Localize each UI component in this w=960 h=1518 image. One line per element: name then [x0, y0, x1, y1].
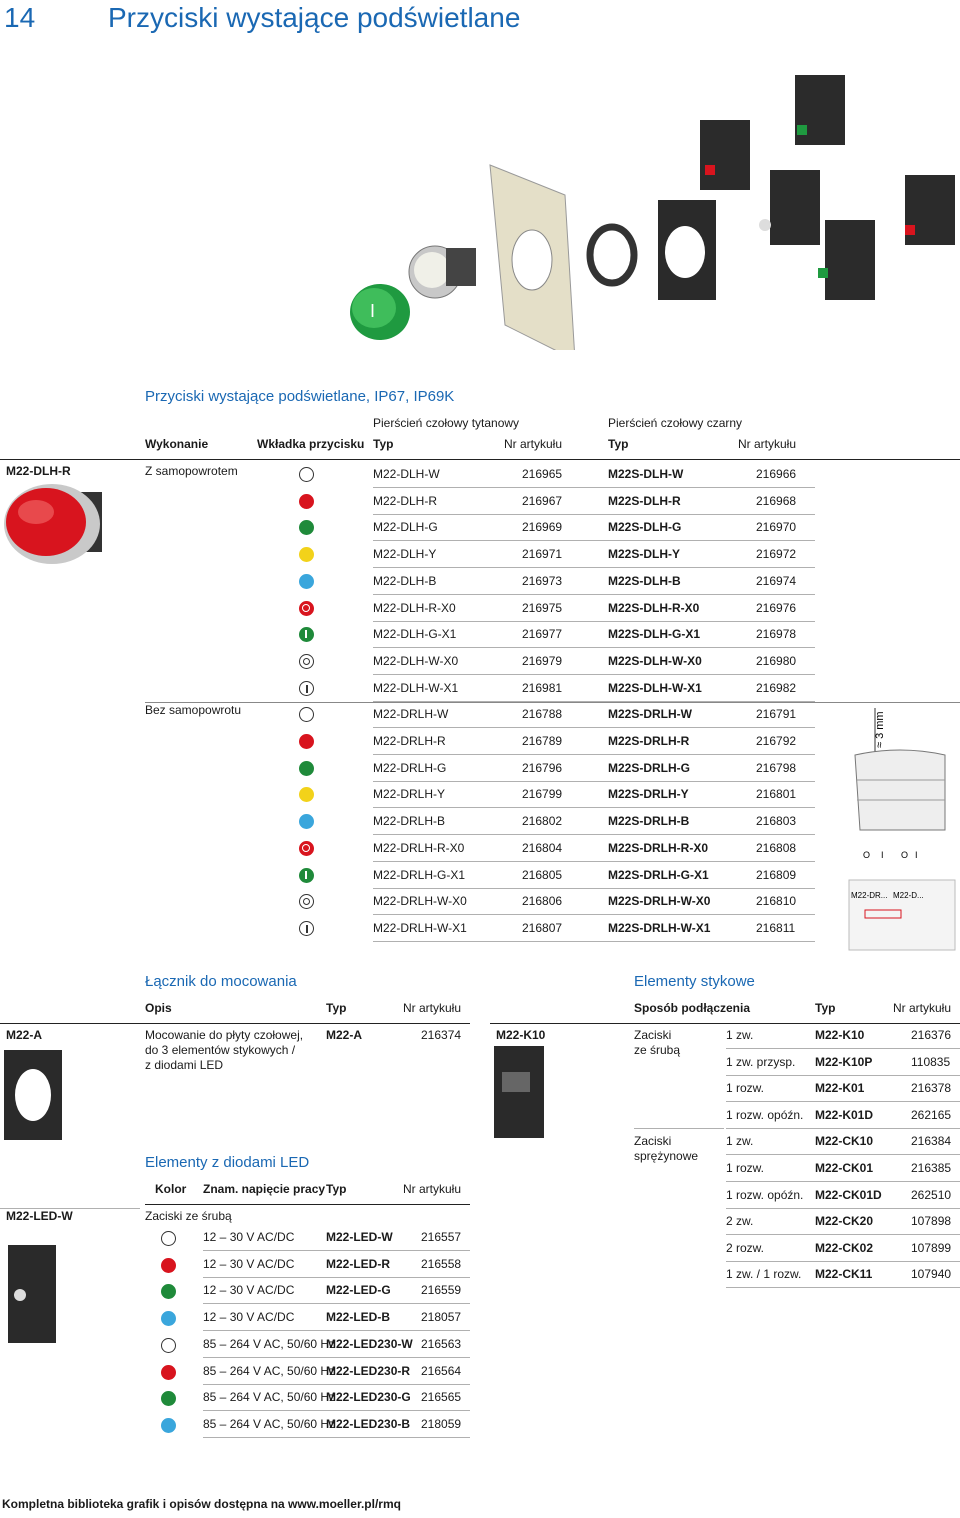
white-o-insert-icon — [299, 894, 314, 909]
red-insert-icon — [299, 494, 314, 509]
typ-titan-cell: M22-DRLH-W-X1 — [373, 920, 467, 935]
exploded-assembly-illustration — [340, 70, 960, 350]
contact-typ-cell: M22-CK20 — [815, 1214, 874, 1229]
contact-typ-cell: M22-K10P — [815, 1054, 873, 1069]
nr-black-cell: 216972 — [756, 547, 797, 562]
mount-description: Mocowanie do płyty czołowej, do 3 elementów stykowych / z diodami LED — [145, 1028, 304, 1072]
contact-header-typ: Typ — [815, 1001, 836, 1015]
contact-nr-cell: 262510 — [911, 1187, 952, 1202]
contact-nr-cell: 107898 — [911, 1214, 952, 1229]
lens-ring-image — [409, 246, 476, 298]
led-nr-cell: 216563 — [421, 1336, 462, 1351]
typ-titan-cell: M22-DRLH-G — [373, 760, 447, 775]
nr-titan-cell: 216967 — [522, 493, 563, 508]
nr-black-cell: 216798 — [756, 760, 797, 775]
nr-titan-cell: 216806 — [522, 894, 563, 909]
dimension-label: ≈ 3 mm — [874, 711, 886, 748]
contact-product-label: M22-K10 — [496, 1028, 546, 1042]
contact-nr-cell: 110835 — [911, 1054, 951, 1069]
front-plate-image — [490, 165, 575, 350]
contact-config-cell: 1 zw. — [726, 1134, 754, 1149]
led-group-label: Zaciski ze śrubą — [145, 1209, 232, 1223]
blue-insert-icon — [299, 814, 314, 829]
led-voltage-cell: 85 – 264 V AC, 50/60 Hz — [203, 1336, 336, 1351]
typ-titan-cell: M22-DLH-W-X0 — [373, 653, 459, 668]
typ-titan-cell: M22-DRLH-Y — [373, 787, 446, 802]
svg-text:I: I — [370, 301, 376, 321]
nr-titan-cell: 216805 — [522, 867, 563, 882]
nr-black-cell: 216808 — [756, 840, 797, 855]
typ-titan-cell: M22-DLH-G-X1 — [373, 627, 457, 642]
led-element-photo — [2, 1240, 62, 1350]
contact-block-photo — [490, 1042, 550, 1142]
yellow-insert-icon — [299, 547, 314, 562]
nr-black-cell: 216968 — [756, 493, 797, 508]
nr-black-cell: 216974 — [756, 573, 797, 588]
nr-black-cell: 216970 — [756, 520, 797, 535]
contact-config-cell: 1 zw. przysp. — [726, 1054, 796, 1069]
yellow-insert-icon — [299, 787, 314, 802]
typ-black-cell: M22S-DLH-W — [608, 467, 684, 481]
nr-black-cell: 216792 — [756, 734, 797, 748]
led-section-title: Elementy z diodami LED — [145, 1154, 310, 1171]
header-wykonanie: Wykonanie — [145, 437, 209, 451]
nr-black-cell: 216978 — [756, 627, 797, 642]
switch-m2: M22-D... — [893, 891, 924, 900]
typ-black-cell: M22S-DLH-W-X1 — [608, 680, 702, 695]
typ-black-cell: M22S-DLH-Y — [608, 547, 681, 562]
switch-i2: I — [915, 850, 918, 860]
led-header-kolor: Kolor — [155, 1182, 187, 1196]
blue-insert-icon — [161, 1418, 176, 1433]
header-typ-black: Typ — [608, 437, 629, 451]
contact-nr-cell: 262165 — [911, 1107, 952, 1122]
typ-black-cell: M22S-DLH-B — [608, 573, 681, 588]
contact-nr-cell: 216384 — [911, 1134, 952, 1149]
contact-nr-cell: 216376 — [911, 1028, 952, 1042]
green-button-cap-image — [350, 284, 410, 340]
contact-nr-cell: 107899 — [911, 1240, 952, 1255]
led-typ-cell: M22-LED-G — [326, 1283, 391, 1298]
blue-insert-icon — [299, 574, 314, 589]
led-product-label: M22-LED-W — [6, 1209, 73, 1223]
led-typ-cell: M22-LED230-R — [326, 1363, 411, 1378]
typ-black-cell: M22S-DRLH-G-X1 — [608, 867, 709, 882]
typ-black-cell: M22S-DRLH-R — [608, 734, 690, 748]
white-insert-icon — [299, 707, 314, 722]
red-o-insert-icon — [299, 601, 314, 616]
nr-titan-cell: 216788 — [522, 707, 563, 722]
mount-header-typ: Typ — [326, 1001, 347, 1015]
nr-titan-cell: 216799 — [522, 787, 563, 802]
green-insert-icon — [161, 1284, 176, 1299]
led-header-nr: Nr artykułu — [403, 1182, 462, 1196]
led-typ-cell: M22-LED-B — [326, 1310, 391, 1325]
nr-black-cell: 216791 — [756, 707, 797, 722]
header-wkladka: Wkładka przycisku — [257, 437, 365, 451]
contact-nr-cell: 216378 — [911, 1081, 952, 1096]
contact-typ-cell: M22-CK11 — [815, 1267, 873, 1282]
mount-nr: 216374 — [421, 1028, 462, 1042]
nr-black-cell: 216801 — [756, 787, 797, 802]
contact-config-cell: 2 rozw. — [726, 1240, 765, 1255]
contact-typ-cell: M22-CK01 — [815, 1161, 874, 1175]
contact-typ-cell: M22-K01D — [815, 1107, 874, 1122]
typ-titan-cell: M22-DRLH-G-X1 — [373, 867, 466, 882]
nr-black-cell: 216980 — [756, 653, 797, 668]
product-label-main: M22-DLH-R — [6, 464, 71, 478]
nr-titan-cell: 216979 — [522, 653, 563, 668]
led-voltage-cell: 85 – 264 V AC, 50/60 Hz — [203, 1416, 336, 1431]
contact-group-spring: Zaciski sprężynowe — [634, 1134, 699, 1163]
led-voltage-cell: 12 – 30 V AC/DC — [203, 1256, 295, 1271]
main-section-title: Przyciski wystające podświetlane, IP67, IP69K — [145, 388, 455, 405]
mounting-adapter-image — [658, 200, 716, 300]
led-header-typ: Typ — [326, 1182, 347, 1196]
typ-titan-cell: M22-DRLH-W-X0 — [373, 894, 467, 909]
white-insert-icon — [299, 467, 314, 482]
contact-typ-cell: M22-K10 — [815, 1028, 865, 1042]
contact-typ-cell: M22-CK01D — [815, 1187, 882, 1202]
typ-titan-cell: M22-DLH-B — [373, 573, 437, 588]
white-insert-icon — [161, 1338, 176, 1353]
nr-titan-cell: 216804 — [522, 840, 563, 855]
nr-titan-cell: 216969 — [522, 520, 563, 535]
contact-section-title: Elementy stykowe — [634, 973, 755, 990]
mount-section-title: Łącznik do mocowania — [145, 973, 297, 990]
led-nr-cell: 216557 — [421, 1230, 462, 1244]
typ-titan-cell: M22-DLH-Y — [373, 547, 437, 562]
nr-black-cell: 216811 — [756, 920, 796, 935]
nr-titan-cell: 216789 — [522, 734, 563, 748]
typ-titan-cell: M22-DLH-R — [373, 493, 438, 508]
group-label-momentary: Z samopowrotem — [145, 464, 238, 478]
contact-config-cell: 1 rozw. — [726, 1161, 765, 1175]
nr-titan-cell: 216973 — [522, 573, 563, 588]
contact-config-cell: 1 zw. / 1 rozw. — [726, 1267, 802, 1282]
nr-black-cell: 216809 — [756, 867, 797, 882]
green-insert-icon — [299, 761, 314, 776]
led-typ-cell: M22-LED-W — [326, 1230, 393, 1244]
nr-black-cell: 216810 — [756, 894, 797, 909]
red-pushbutton-image — [0, 482, 110, 572]
led-typ-cell: M22-LED230-B — [326, 1416, 411, 1431]
led-voltage-cell: 12 – 30 V AC/DC — [203, 1310, 295, 1325]
white-i-insert-icon — [299, 921, 314, 936]
mount-typ: M22-A — [326, 1028, 363, 1042]
page-title: Przyciski wystające podświetlane — [108, 2, 521, 33]
white-o-insert-icon — [299, 654, 314, 669]
red-insert-icon — [161, 1258, 176, 1273]
header-nr-black: Nr artykułu — [738, 437, 797, 451]
typ-black-cell: M22S-DRLH-Y — [608, 787, 689, 802]
typ-black-cell: M22S-DLH-R-X0 — [608, 600, 700, 615]
white-insert-icon — [161, 1231, 176, 1246]
contact-group-screw: Zaciski ze śrubą — [634, 1028, 681, 1057]
contact-config-cell: 1 rozw. opóźn. — [726, 1187, 804, 1202]
led-nr-cell: 216558 — [421, 1256, 462, 1271]
nr-black-cell: 216803 — [756, 814, 797, 829]
typ-titan-cell: M22-DLH-W-X1 — [373, 680, 459, 695]
switch-o2: O — [901, 850, 909, 860]
mounting-adapter-photo — [2, 1045, 67, 1145]
led-nr-cell: 216565 — [421, 1390, 462, 1405]
switch-i1: I — [881, 850, 884, 860]
red-insert-icon — [299, 734, 314, 749]
typ-black-cell: M22S-DLH-G-X1 — [608, 627, 701, 642]
mount-product-label: M22-A — [6, 1028, 43, 1042]
nr-titan-cell: 216975 — [522, 600, 563, 615]
nr-titan-cell: 216977 — [522, 627, 563, 642]
typ-black-cell: M22S-DLH-W-X0 — [608, 653, 702, 668]
typ-black-cell: M22S-DLH-G — [608, 520, 682, 535]
typ-black-cell: M22S-DLH-R — [608, 493, 681, 508]
header-typ-titan: Typ — [373, 437, 394, 451]
nr-titan-cell: 216802 — [522, 814, 563, 829]
led-typ-cell: M22-LED-R — [326, 1256, 391, 1271]
green-i-insert-icon — [299, 627, 314, 642]
led-typ-cell: M22-LED230-W — [326, 1336, 413, 1351]
ring-titan-label: Pierścień czołowy tytanowy — [373, 416, 520, 430]
contact-nr-cell: 107940 — [911, 1267, 952, 1282]
led-nr-cell: 218057 — [421, 1310, 462, 1325]
typ-black-cell: M22S-DRLH-R-X0 — [608, 840, 709, 855]
green-insert-icon — [161, 1391, 176, 1406]
led-nr-cell: 216564 — [421, 1363, 462, 1378]
contact-header-nr: Nr artykułu — [893, 1001, 952, 1015]
fixing-nut-image — [590, 227, 634, 283]
footer-note: Kompletna biblioteka grafik i opisów dostępna na www.moeller.pl/rmq — [2, 1497, 401, 1511]
mount-header-nr: Nr artykułu — [403, 1001, 462, 1015]
green-insert-icon — [299, 520, 314, 535]
blue-insert-icon — [161, 1311, 176, 1326]
nr-black-cell: 216966 — [756, 467, 797, 481]
contact-config-cell: 1 rozw. opóźn. — [726, 1107, 804, 1122]
switch-o1: O — [863, 850, 871, 860]
led-voltage-cell: 12 – 30 V AC/DC — [203, 1230, 295, 1244]
red-o-insert-icon — [299, 841, 314, 856]
group-label-maintained: Bez samopowrotu — [145, 703, 242, 717]
typ-titan-cell: M22-DLH-W — [373, 467, 440, 481]
typ-titan-cell: M22-DLH-R-X0 — [373, 600, 456, 615]
nr-titan-cell: 216981 — [522, 680, 563, 695]
typ-titan-cell: M22-DRLH-R-X0 — [373, 840, 465, 855]
led-voltage-cell: 85 – 264 V AC, 50/60 Hz — [203, 1390, 336, 1405]
contact-config-cell: 1 rozw. — [726, 1081, 765, 1096]
typ-black-cell: M22S-DRLH-W-X1 — [608, 920, 711, 935]
ring-black-label: Pierścień czołowy czarny — [608, 416, 743, 430]
contact-typ-cell: M22-K01 — [815, 1081, 865, 1096]
led-voltage-cell: 85 – 264 V AC, 50/60 Hz — [203, 1363, 336, 1378]
typ-black-cell: M22S-DRLH-W — [608, 707, 692, 722]
contact-typ-cell: M22-CK10 — [815, 1134, 874, 1149]
contact-config-cell: 1 zw. — [726, 1028, 754, 1042]
nr-titan-cell: 216971 — [522, 547, 563, 562]
green-i-insert-icon — [299, 868, 314, 883]
contact-config-cell: 2 zw. — [726, 1214, 754, 1229]
typ-titan-cell: M22-DRLH-W — [373, 707, 449, 722]
led-voltage-cell: 12 – 30 V AC/DC — [203, 1283, 295, 1298]
typ-titan-cell: M22-DRLH-R — [373, 734, 446, 748]
white-i-insert-icon — [299, 681, 314, 696]
nr-titan-cell: 216796 — [522, 760, 563, 775]
nr-titan-cell: 216807 — [522, 920, 563, 935]
nr-black-cell: 216976 — [756, 600, 797, 615]
contact-blocks-image — [700, 75, 955, 300]
typ-black-cell: M22S-DRLH-B — [608, 814, 690, 829]
led-nr-cell: 218059 — [421, 1416, 462, 1431]
red-insert-icon — [161, 1365, 176, 1380]
typ-black-cell: M22S-DRLH-G — [608, 760, 691, 775]
contact-header-sposob: Sposób podłączenia — [634, 1001, 751, 1015]
mount-header-opis: Opis — [145, 1001, 172, 1015]
contact-nr-cell: 216385 — [911, 1161, 952, 1175]
contact-typ-cell: M22-CK02 — [815, 1240, 874, 1255]
led-typ-cell: M22-LED230-G — [326, 1390, 411, 1405]
led-header-napiecie: Znam. napięcie pracy — [203, 1182, 326, 1196]
dimension-drawing — [845, 700, 960, 960]
page-number: 14 — [4, 2, 36, 33]
typ-titan-cell: M22-DRLH-B — [373, 814, 446, 829]
nr-black-cell: 216982 — [756, 680, 797, 695]
led-nr-cell: 216559 — [421, 1283, 462, 1298]
header-nr-titan: Nr artykułu — [504, 437, 563, 451]
switch-m1: M22-DR... — [851, 891, 888, 900]
typ-black-cell: M22S-DRLH-W-X0 — [608, 894, 711, 909]
nr-titan-cell: 216965 — [522, 467, 563, 481]
typ-titan-cell: M22-DLH-G — [373, 520, 438, 535]
